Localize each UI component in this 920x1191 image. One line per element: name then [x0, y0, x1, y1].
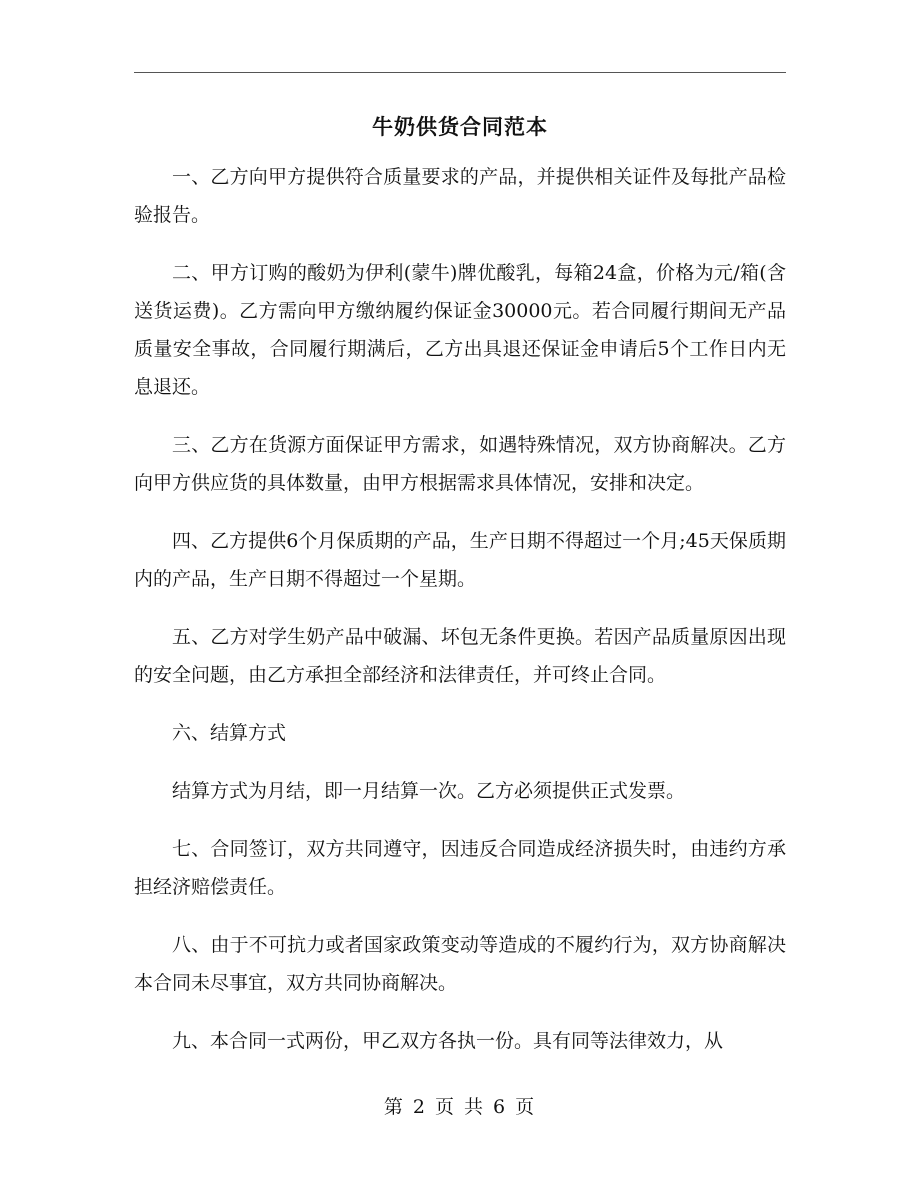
clause-6-text: 结算方式为月结，即一月结算一次。乙方必须提供正式发票。 — [172, 780, 686, 802]
clause-5: 五、乙方对学生奶产品中破漏、坏包无条件更换。若因产品质量原因出现的安全问题，由乙方承担全部经济和法律责任，并可终止合同。 — [134, 626, 786, 686]
document-title: 牛奶供货合同范本 — [372, 114, 548, 139]
clause-7: 七、合同签订，双方共同遵守，因违反合同造成经济损失时，由违约方承担经济赔偿责任。 — [134, 838, 786, 898]
clause-2: 二、甲方订购的酸奶为伊利(蒙牛)牌优酸乳，每箱24盒，价格为元/箱(含送货运费)。乙方需向甲方缴纳履约保证金30000元。若合同履行期间无产品质量安全事故，合同履行期满后，乙方出具退还保证金申请后5个工作日内无息退还。 — [134, 262, 786, 398]
header-rule — [134, 72, 786, 73]
document-body — [134, 158, 786, 1080]
page-number: 第 2 页 共 6 页 — [383, 1096, 537, 1118]
clause-9: 九、本合同一式两份，甲乙双方各执一份。具有同等法律效力，从 — [172, 1030, 724, 1052]
clause-6-heading: 六、结算方式 — [172, 722, 287, 744]
clause-4: 四、乙方提供6个月保质期的产品，生产日期不得超过一个月;45天保质期内的产品，生产日期不得超过一个星期。 — [134, 530, 786, 590]
clause-3: 三、乙方在货源方面保证甲方需求，如遇特殊情况，双方协商解决。乙方向甲方供应货的具体数量，由甲方根据需求具体情况，安排和决定。 — [134, 434, 786, 494]
clause-1: 一、乙方向甲方提供符合质量要求的产品，并提供相关证件及每批产品检验报告。 — [134, 166, 786, 226]
clause-8: 八、由于不可抗力或者国家政策变动等造成的不履约行为，双方协商解决本合同未尽事宜，双方共同协商解决。 — [134, 934, 786, 994]
